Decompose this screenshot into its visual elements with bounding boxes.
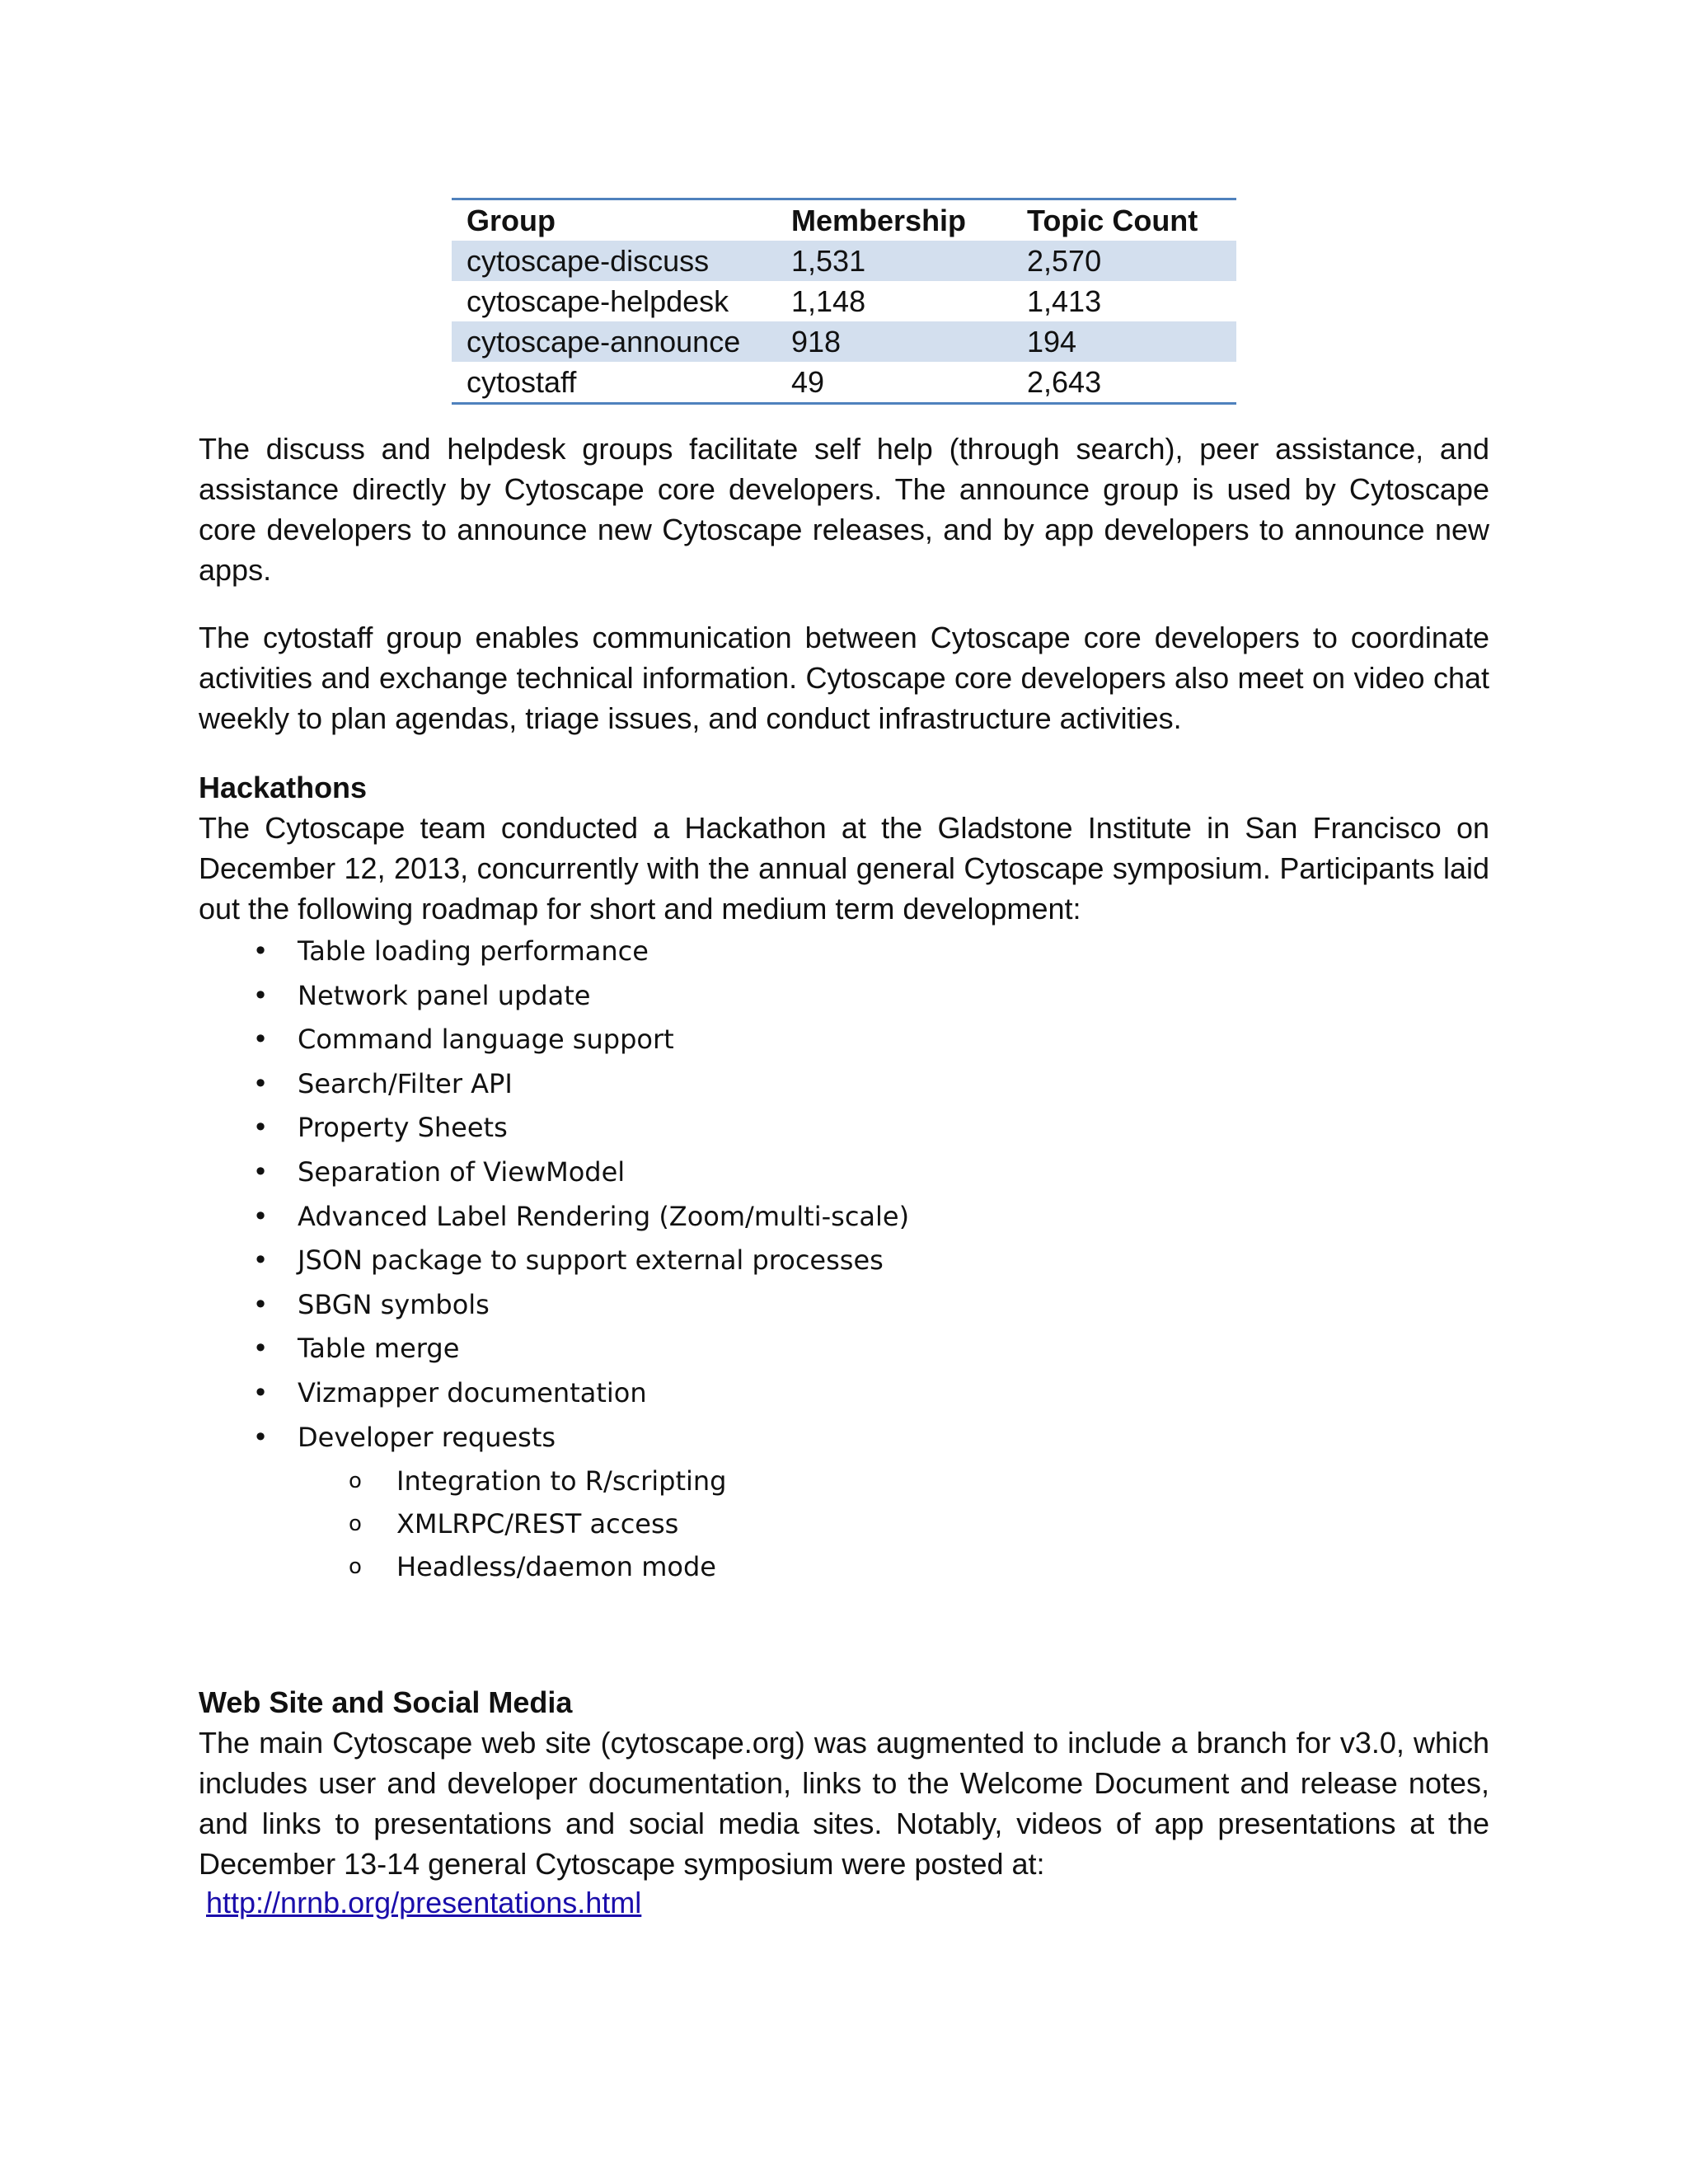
table-row: [452, 321, 1236, 362]
presentations-link[interactable]: http://nrnb.org/presentations.html: [206, 1886, 642, 1919]
paragraph-web-site: The main Cytoscape web site (cytoscape.org) was augmented to include a branch for v3.0, which includes user and developer documentation, links to the Welcome Document and release notes, and links to presentations and social media sites. Notably, videos of app presentations at the December 13-14 general Cytoscape symposium were posted at:: [199, 1726, 1489, 1881]
heading-web-site-social-media: Web Site and Social Media: [199, 1685, 573, 1719]
bullet-icon: •: [252, 1067, 269, 1099]
cell-membership: 1,148: [791, 284, 866, 318]
circle-bullet-icon: o: [349, 1554, 362, 1580]
circle-bullet-icon: o: [349, 1469, 362, 1494]
cell-membership: 49: [776, 362, 1012, 404]
table-header-row: [452, 199, 1236, 241]
list-item: • Command language support: [199, 1018, 909, 1062]
bullet-icon: •: [252, 1376, 269, 1408]
paragraph-groups-purpose: The discuss and helpdesk groups facilitate self help (through search), peer assistance, and assistance directly by Cytoscape core developers. The announce group is used by Cytoscape core developers to announce new Cytoscape releases, and by app developers to announce new apps.: [199, 432, 1489, 587]
circle-bullet-icon: o: [349, 1511, 362, 1537]
cell-group: cytoscape-discuss: [452, 241, 776, 281]
heading-hackathons: Hackathons: [199, 771, 368, 804]
cell-topic-count: 194: [1012, 321, 1236, 362]
table-row: [452, 281, 1236, 321]
header-topic-count: Topic Count: [1012, 199, 1236, 241]
list-item: • Developer requests: [199, 1416, 909, 1460]
header-group: Group: [452, 199, 776, 241]
bullet-icon: •: [252, 1288, 269, 1320]
list-item: • SBGN symbols: [199, 1283, 909, 1328]
bullet-icon: •: [252, 1244, 269, 1277]
list-item: • Advanced Label Rendering (Zoom/multi-scale): [199, 1195, 909, 1240]
header-membership: Membership: [776, 199, 1012, 241]
list-item: • Search/Filter API: [199, 1062, 909, 1107]
cell-topic-count: 2,570: [1012, 241, 1236, 281]
table-row: [452, 362, 1236, 404]
list-item: • Table loading performance: [199, 930, 909, 974]
table-row: [452, 241, 1236, 281]
list-item: • Table merge: [199, 1327, 909, 1371]
bullet-icon: •: [252, 1333, 269, 1365]
roadmap-list: [199, 930, 909, 1588]
bullet-icon: •: [252, 979, 269, 1011]
cell-group: cytoscape-announce: [452, 321, 776, 362]
list-item: o Integration to R/scripting: [298, 1460, 909, 1502]
list-item: o XMLRPC/REST access: [298, 1502, 909, 1545]
cell-membership: 1,531: [776, 241, 1012, 281]
cell-topic-count: 1,413: [1027, 284, 1102, 318]
list-item: o Headless/daemon mode: [298, 1545, 909, 1588]
list-item: • JSON package to support external processes: [199, 1239, 909, 1283]
sublist-container: [199, 1460, 909, 1588]
list-item: • Vizmapper documentation: [199, 1371, 909, 1416]
bullet-icon: •: [252, 1421, 269, 1453]
bullet-icon: •: [252, 935, 269, 967]
bullet-icon: •: [252, 1112, 269, 1144]
list-item: • Property Sheets: [199, 1106, 909, 1151]
bullet-icon: •: [252, 1200, 269, 1232]
paragraph-hackathon-intro: The Cytoscape team conducted a Hackathon at the Gladstone Institute in San Francisco on December 12, 2013, concurrently with the annual general Cytoscape symposium. Participants laid out the following roadmap for short and medium term development:: [199, 811, 1489, 926]
cell-group: cytoscape-helpdesk: [467, 284, 729, 318]
list-item: • Separation of ViewModel: [199, 1151, 909, 1195]
bullet-icon: •: [252, 1155, 269, 1188]
developer-requests-sublist: [298, 1460, 909, 1588]
cell-group: cytostaff: [452, 362, 776, 404]
list-item: • Network panel update: [199, 974, 909, 1019]
paragraph-cytostaff: The cytostaff group enables communication between Cytoscape core developers to coordinate activities and exchange technical information. Cytoscape core developers also meet on video chat weekly to plan agendas, triage issues, and conduct infrastructure activities.: [199, 621, 1489, 735]
cell-membership: 918: [776, 321, 1012, 362]
cell-topic-count: 2,643: [1012, 362, 1236, 404]
group-membership-table: [452, 198, 1236, 405]
bullet-icon: •: [252, 1024, 269, 1056]
